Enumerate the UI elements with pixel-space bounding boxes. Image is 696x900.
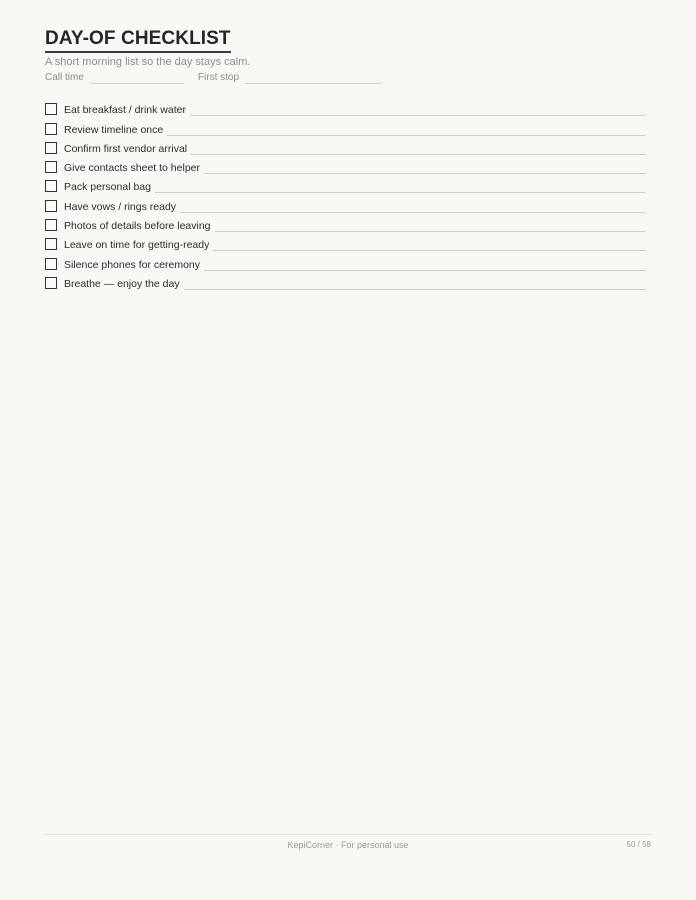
checklist-item xyxy=(45,252,646,271)
call-time-label: Call time xyxy=(45,72,84,83)
page-header xyxy=(45,28,646,84)
checklist-item xyxy=(45,175,646,194)
checklist-item-label: Photos of details before leaving xyxy=(64,220,211,233)
checklist-item-line xyxy=(204,172,646,174)
page-number: 50 / 58 xyxy=(626,840,651,849)
checklist-item xyxy=(45,233,646,252)
checkbox[interactable] xyxy=(45,142,57,154)
checklist-item-label: Eat breakfast / drink water xyxy=(64,104,186,117)
call-time-field[interactable] xyxy=(90,73,184,84)
page-subtitle: A short morning list so the day stays calm. xyxy=(45,56,251,68)
checklist-item-label: Pack personal bag xyxy=(64,181,151,194)
checkbox[interactable] xyxy=(45,123,57,135)
checkbox[interactable] xyxy=(45,161,57,173)
checklist-item xyxy=(45,156,646,175)
checkbox[interactable] xyxy=(45,258,57,270)
checklist xyxy=(45,98,646,291)
page-footer xyxy=(45,834,651,855)
checklist-item-label: Confirm first vendor arrival xyxy=(64,142,188,155)
meta-row xyxy=(45,71,646,84)
first-stop-field[interactable] xyxy=(245,73,382,84)
checklist-item-line xyxy=(167,134,646,136)
footer-brand: KepiCorner · For personal use xyxy=(287,840,409,850)
checklist-item-line xyxy=(215,230,646,232)
checklist-item-line xyxy=(180,211,646,213)
checklist-item-label: Review timeline once xyxy=(64,123,164,136)
checklist-item xyxy=(45,98,646,117)
checklist-item-line xyxy=(204,269,646,271)
checklist-item xyxy=(45,194,646,213)
page-title: DAY-OF CHECKLIST xyxy=(45,28,231,53)
checklist-item-label: Leave on time for getting-ready xyxy=(64,239,210,252)
checkbox[interactable] xyxy=(45,200,57,212)
checklist-item xyxy=(45,272,646,291)
checkbox[interactable] xyxy=(45,103,57,115)
checklist-item-line xyxy=(190,114,646,116)
checklist-item-label: Give contacts sheet to helper xyxy=(64,162,200,175)
checklist-item-line xyxy=(213,249,646,251)
first-stop-label: First stop xyxy=(197,72,240,83)
checkbox[interactable] xyxy=(45,277,57,289)
checklist-item-label: Silence phones for ceremony xyxy=(64,258,200,271)
checklist-item xyxy=(45,117,646,136)
checklist-item-label: Breathe — enjoy the day xyxy=(64,277,180,290)
checklist-item-line xyxy=(191,153,646,155)
checkbox[interactable] xyxy=(45,180,57,192)
checklist-item xyxy=(45,214,646,233)
checkbox[interactable] xyxy=(45,238,57,250)
checklist-item xyxy=(45,137,646,156)
checklist-item-line xyxy=(184,288,646,290)
checkbox[interactable] xyxy=(45,219,57,231)
checklist-item-label: Have vows / rings ready xyxy=(64,200,177,213)
checklist-item-line xyxy=(155,191,646,193)
